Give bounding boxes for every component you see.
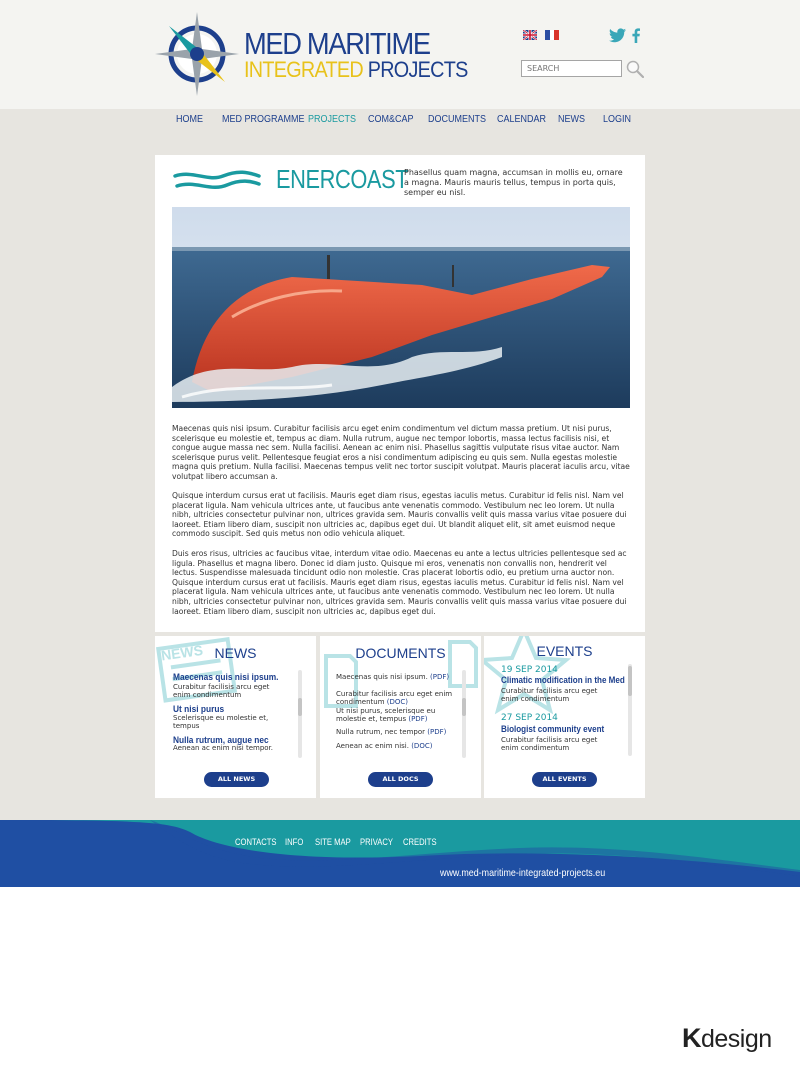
document-item[interactable] [336,728,466,736]
nav-home[interactable]: HOME [176,114,203,125]
footer-url[interactable]: www.med-maritime-integrated-projects.eu [440,867,606,879]
project-paragraph-1: Maecenas quis nisi ipsum. Curabitur facilisis arcu eget enim condimentum vel dictum massa pretium. Ut nisi purus, scelerisque eu molestie et, tempus ac diam. Nulla rutrum, augue nec tempor lobortis, massa lectus facilisis nisi, et congue augue massa nec sem. Nulla facilisi. Aenean ac enim nisi. Phasellus sagittis vulputate risus vitae auctor. Nam scelerisque purus velit. Pellentesque feugiat eros a nisi condimentum adipiscing eu quis sem. Nulla egestas molestie magna quis pretium. Nulla facilisi. Maecenas tempus velit nec tortor suscipit volutpat. Mauris placerat iaculis arcu, vitae volutpat libero accumsan a. [172,424,630,481]
all-news-button[interactable]: ALL NEWS [204,772,269,787]
footer-credits-link[interactable]: CREDITS [403,837,437,847]
news-item-text: Scelerisque eu molestie et, tempus [173,714,269,730]
events-box [484,636,645,798]
all-events-button[interactable]: ALL EVENTS [532,772,597,787]
news-scrollbar[interactable] [298,670,302,758]
fr-flag-icon[interactable] [545,30,559,40]
nav-news[interactable]: NEWS [558,114,585,125]
brand-title: MED MARITIME [244,26,430,61]
main-nav [0,109,800,131]
facebook-icon[interactable] [631,28,641,43]
project-intro: Phasellus quam magna, accumsan in mollis eu, ornare a magna. Mauris mauris tellus, tempus in porta quis, semper eu nisl. [404,168,623,197]
document-item-label: Ut nisi purus, scelerisque eu molestie et, tempus [336,707,436,723]
document-format[interactable]: (PDF) [427,728,447,736]
documents-box [320,636,481,798]
document-format[interactable]: (DOC) [386,698,409,706]
project-title: ENERCOAST [276,164,409,194]
document-item[interactable] [336,707,466,723]
documents-scroll-thumb[interactable] [462,698,466,716]
document-item-label: Maecenas quis nisi ipsum. [336,673,428,681]
svg-text:NEWS: NEWS [160,641,204,664]
kdesign-k: K [682,1023,701,1053]
document-item[interactable] [336,742,466,750]
wave-energy-converter-photo [172,207,630,408]
events-title: EVENTS [536,643,593,659]
footer-privacy-link[interactable]: PRIVACY [360,837,394,847]
document-format[interactable]: (DOC) [411,742,433,750]
event-text: Curabitur facilisis arcu eget enim condimentum [501,736,598,752]
kdesign-watermark [682,1023,772,1054]
brand-subtitle-projects: PROJECTS [367,57,468,82]
twitter-icon[interactable] [609,28,626,43]
news-item-heading[interactable]: Ut nisi purus [173,704,225,715]
document-item-label: Nulla rutrum, nec tempor [336,728,426,736]
news-item-heading[interactable]: Nulla rutrum, augue nec [173,735,269,746]
kdesign-rest: design [701,1025,772,1053]
news-title: NEWS [214,645,257,661]
nav-calendar[interactable]: CALENDAR [497,114,547,125]
news-scroll-thumb[interactable] [298,698,302,716]
document-item-label: Curabitur facilisis arcu eget enim condimentum [336,690,453,706]
project-paragraph-2: Quisque interdum cursus erat ut facilisis. Mauris eget diam risus, egestas iaculis metus. Curabitur id felis nisl. Nam vel placerat ligula. Nam vehicula ultrices ante, ut faucibus ante venenatis commodo. Vestibulum nec leo lorem. Ut nulla nibh, ultricies consectetur pulvinar non, ultrices gravida sem. Mauris convallis velit quis massa varius vitae posuere dui laoreet. Etiam libero diam, suscipit non ultricies ac, dapibus eget dui. Ut blandit aliquet elit, sit amet euismod neque commodo suscipit. Sed quis metus non odio vehicula aliquet. [172,491,627,539]
nav-med-programme[interactable]: MED PROGRAMME [222,114,305,125]
document-item[interactable] [336,673,466,681]
compass-logo-icon[interactable] [155,12,239,96]
all-docs-button[interactable]: ALL DOCS [368,772,433,787]
event-title[interactable]: Biologist community event [501,724,605,735]
nav-comcap[interactable]: COM&CAP [368,114,414,125]
site-footer [0,820,800,887]
en-flag-icon[interactable] [523,30,537,40]
event-date: 19 SEP 2014 [501,665,558,675]
events-scroll-thumb[interactable] [628,666,632,696]
footer-contacts-link[interactable]: CONTACTS [235,837,277,847]
nav-documents[interactable]: DOCUMENTS [428,114,487,125]
search-input[interactable] [521,60,622,77]
waves-icon [173,168,261,192]
news-item-text: Curabitur facilisis arcu eget enim condimentum [173,683,270,699]
documents-scrollbar[interactable] [462,670,466,758]
document-format[interactable]: (PDF) [408,715,428,723]
documents-title: DOCUMENTS [355,645,446,661]
nav-projects[interactable]: PROJECTS [308,114,357,125]
news-item-text: Aenean ac enim nisi tempor. [173,744,274,752]
document-format[interactable]: (PDF) [430,673,450,681]
search-icon[interactable] [626,60,644,78]
project-paragraph-3: Duis eros risus, ultricies ac faucibus vitae, interdum vitae odio. Maecenas eu ante a lectus ultricies pellentesque sed ac ligula. Phasellus et magna libero. Donec id diam justo. Quisque mi eros, venenatis non convallis non, hendrerit vel lectus. Suspendisse malesuada tincidunt odio non molestie. Cras placerat lobortis odio, eu pretium urna auctor non. Quisque interdum cursus erat ut facilisis. Mauris eget diam risus, egestas iaculis metus. Curabitur id felis nisl. Nam vel placerat ligula. Nam vehicula ultrices ante, ut faucibus ante venenatis commodo. Vestibulum nec leo lorem. Ut nulla nibh, ultricies consectetur pulvinar non, ultrices gravida sem. Mauris convallis velit quis massa varius vitae posuere dui laoreet. Etiam libero diam, suscipit non ultricies ac, dapibus eget dui. [172,549,627,616]
events-scrollbar[interactable] [628,664,632,756]
news-box [155,636,316,798]
nav-login[interactable]: LOGIN [603,114,632,125]
footer-sitemap-link[interactable]: SITE MAP [315,837,351,847]
event-date: 27 SEP 2014 [501,713,558,723]
event-title[interactable]: Climatic modification in the Med [501,675,625,686]
news-item-heading[interactable]: Maecenas quis nisi ipsum. [173,672,279,683]
document-item[interactable] [336,690,466,706]
brand-subtitle-integrated: INTEGRATED [244,57,363,82]
brand-subtitle [244,57,468,83]
document-item-label: Aenean ac enim nisi. [336,742,409,750]
event-text: Curabitur facilisis arcu eget enim condimentum [501,687,598,703]
footer-info-link[interactable]: INFO [285,837,304,847]
